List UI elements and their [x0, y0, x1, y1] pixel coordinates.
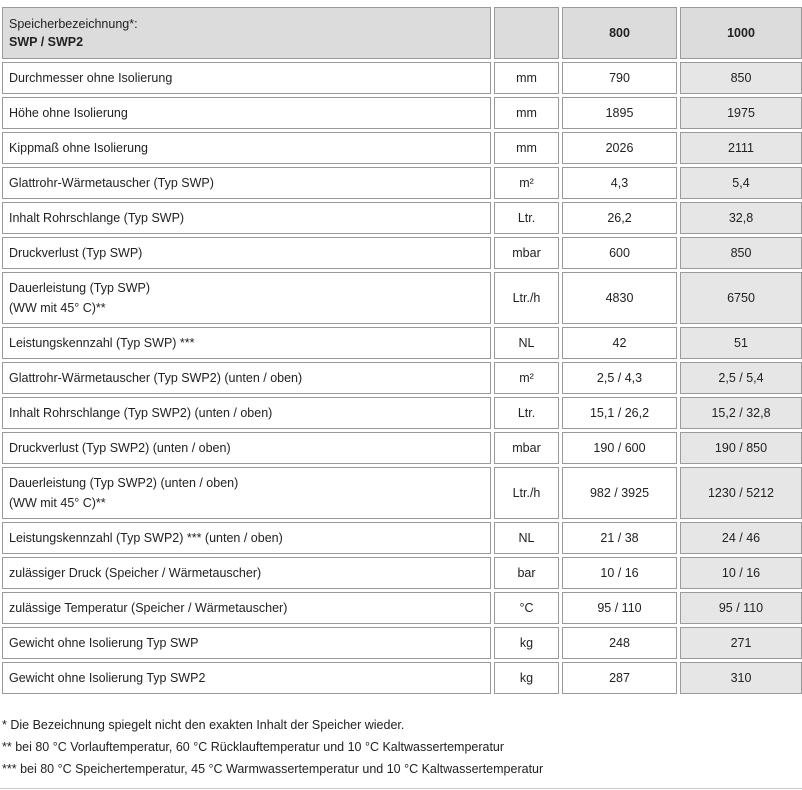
- spec-table-container: [2, 4, 802, 697]
- row-label-text: Dauerleistung (Typ SWP): [9, 281, 151, 295]
- row-unit: mm: [494, 132, 559, 164]
- row-label-text: Kippmaß ohne Isolierung: [9, 141, 148, 155]
- row-value-800: 10 / 16: [562, 557, 677, 589]
- row-unit: NL: [494, 522, 559, 554]
- row-unit: bar: [494, 557, 559, 589]
- row-value-1000: 2,5 / 5,4: [680, 362, 802, 394]
- row-value-800: 21 / 38: [562, 522, 677, 554]
- row-label-text: Glattrohr-Wärmetauscher (Typ SWP): [9, 176, 214, 190]
- row-value-1000: 850: [680, 237, 802, 269]
- footnote-3: *** bei 80 °C Speichertemperatur, 45 °C Warmwassertemperatur und 10 °C Kaltwassertemperatur: [2, 762, 544, 776]
- table-row: [2, 62, 802, 94]
- row-value-1000: 310: [680, 662, 802, 694]
- row-label: [2, 202, 491, 234]
- row-label: [2, 362, 491, 394]
- row-value-1000: 271: [680, 627, 802, 659]
- row-value-1000: 1975: [680, 97, 802, 129]
- table-row: [2, 432, 802, 464]
- row-label-text: Druckverlust (Typ SWP2) (unten / oben): [9, 441, 231, 455]
- row-unit: Ltr.: [494, 202, 559, 234]
- row-value-800: 982 / 3925: [562, 467, 677, 519]
- spec-table: [0, 4, 802, 697]
- bottom-divider: [0, 788, 802, 789]
- header-col-1000: 1000: [680, 7, 802, 59]
- row-label: [2, 62, 491, 94]
- row-label-text: Druckverlust (Typ SWP): [9, 246, 143, 260]
- row-label: [2, 467, 491, 519]
- header-col-800: 800: [562, 7, 677, 59]
- row-unit: °C: [494, 592, 559, 624]
- header-unit-cell: [494, 7, 559, 59]
- row-value-1000: 6750: [680, 272, 802, 324]
- row-value-800: 42: [562, 327, 677, 359]
- row-unit: Ltr.: [494, 397, 559, 429]
- row-label-text: Leistungskennzahl (Typ SWP) ***: [9, 336, 195, 350]
- row-value-800: 4,3: [562, 167, 677, 199]
- row-unit: kg: [494, 627, 559, 659]
- row-value-1000: 51: [680, 327, 802, 359]
- row-value-800: 2026: [562, 132, 677, 164]
- row-value-800: 248: [562, 627, 677, 659]
- row-value-800: 600: [562, 237, 677, 269]
- row-label: [2, 557, 491, 589]
- row-unit: mm: [494, 97, 559, 129]
- row-value-800: 26,2: [562, 202, 677, 234]
- table-row: [2, 467, 802, 519]
- row-value-800: 287: [562, 662, 677, 694]
- row-label-text: Inhalt Rohrschlange (Typ SWP2) (unten / oben): [9, 406, 273, 420]
- row-label-text: Gewicht ohne Isolierung Typ SWP2: [9, 671, 206, 685]
- row-label: [2, 237, 491, 269]
- row-value-800: 4830: [562, 272, 677, 324]
- table-row: [2, 362, 802, 394]
- table-row: [2, 522, 802, 554]
- row-label-text: zulässige Temperatur (Speicher / Wärmetauscher): [9, 601, 288, 615]
- row-unit: m²: [494, 167, 559, 199]
- header-label-cell: [2, 7, 491, 59]
- footnote-1: * Die Bezeichnung spiegelt nicht den exakten Inhalt der Speicher wieder.: [2, 718, 405, 732]
- row-label: [2, 327, 491, 359]
- row-label: [2, 432, 491, 464]
- table-row: [2, 167, 802, 199]
- row-unit: m²: [494, 362, 559, 394]
- row-label-text: zulässiger Druck (Speicher / Wärmetauscher): [9, 566, 262, 580]
- row-label: [2, 662, 491, 694]
- row-label: [2, 592, 491, 624]
- table-row: [2, 132, 802, 164]
- row-label-text: Dauerleistung (Typ SWP2) (unten / oben): [9, 476, 239, 490]
- row-label-text: Inhalt Rohrschlange (Typ SWP): [9, 211, 185, 225]
- row-value-1000: 850: [680, 62, 802, 94]
- row-label: [2, 132, 491, 164]
- row-label: [2, 272, 491, 324]
- header-label-line1: Speicherbezeichnung*:: [9, 17, 138, 31]
- row-value-800: 95 / 110: [562, 592, 677, 624]
- row-value-1000: 1230 / 5212: [680, 467, 802, 519]
- row-label-text: Leistungskennzahl (Typ SWP2) *** (unten / oben): [9, 531, 283, 545]
- row-value-800: 1895: [562, 97, 677, 129]
- table-row: [2, 327, 802, 359]
- row-label: [2, 397, 491, 429]
- row-unit: mbar: [494, 432, 559, 464]
- row-value-800: 790: [562, 62, 677, 94]
- row-value-800: 15,1 / 26,2: [562, 397, 677, 429]
- table-row: [2, 592, 802, 624]
- row-value-800: 2,5 / 4,3: [562, 362, 677, 394]
- row-label-text-2: (WW mit 45° C)**: [9, 301, 106, 315]
- row-value-1000: 5,4: [680, 167, 802, 199]
- footnotes: [2, 714, 543, 780]
- table-row: [2, 97, 802, 129]
- row-label: [2, 97, 491, 129]
- row-label-text: Höhe ohne Isolierung: [9, 106, 128, 120]
- row-unit: kg: [494, 662, 559, 694]
- row-label: [2, 522, 491, 554]
- header-label-line2: SWP / SWP2: [9, 35, 84, 49]
- row-value-1000: 15,2 / 32,8: [680, 397, 802, 429]
- table-row: [2, 237, 802, 269]
- row-label-text: Gewicht ohne Isolierung Typ SWP: [9, 636, 199, 650]
- row-label-text: Durchmesser ohne Isolierung: [9, 71, 173, 85]
- row-label: [2, 167, 491, 199]
- row-unit: Ltr./h: [494, 467, 559, 519]
- row-value-1000: 190 / 850: [680, 432, 802, 464]
- row-unit: Ltr./h: [494, 272, 559, 324]
- row-value-1000: 32,8: [680, 202, 802, 234]
- row-label: [2, 627, 491, 659]
- row-unit: mbar: [494, 237, 559, 269]
- row-unit: NL: [494, 327, 559, 359]
- table-row: [2, 627, 802, 659]
- table-row: [2, 202, 802, 234]
- table-row: [2, 272, 802, 324]
- row-label-text: Glattrohr-Wärmetauscher (Typ SWP2) (unten / oben): [9, 371, 303, 385]
- table-row: [2, 397, 802, 429]
- header-row: [2, 7, 802, 59]
- row-value-1000: 2111: [680, 132, 802, 164]
- table-row: [2, 662, 802, 694]
- row-label-text-2: (WW mit 45° C)**: [9, 496, 106, 510]
- row-value-800: 190 / 600: [562, 432, 677, 464]
- row-value-1000: 95 / 110: [680, 592, 802, 624]
- row-value-1000: 24 / 46: [680, 522, 802, 554]
- row-value-1000: 10 / 16: [680, 557, 802, 589]
- footnote-2: ** bei 80 °C Vorlauftemperatur, 60 °C Rücklauftemperatur und 10 °C Kaltwassertemperatur: [2, 740, 505, 754]
- table-row: [2, 557, 802, 589]
- row-unit: mm: [494, 62, 559, 94]
